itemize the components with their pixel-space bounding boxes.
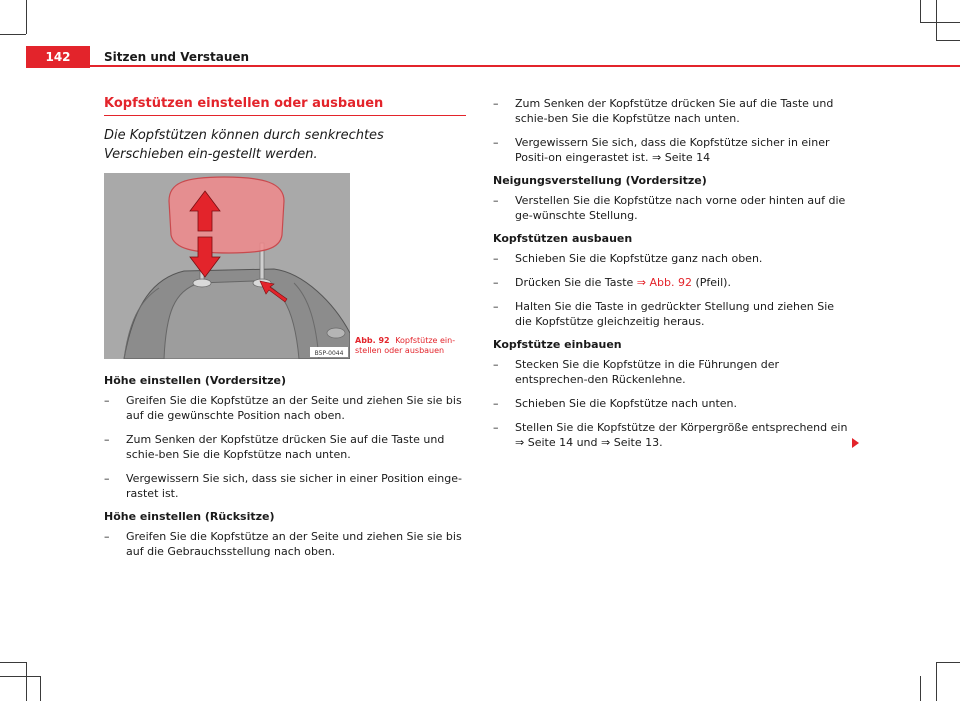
continue-arrow-icon: [852, 438, 859, 448]
left-column: [104, 96, 466, 558]
crop-mark: [936, 0, 937, 40]
subheading-install: Kopfstütze einbauen: [493, 338, 622, 351]
crop-mark: [0, 676, 40, 677]
crop-mark: [26, 0, 27, 34]
crop-mark: [26, 662, 27, 701]
list-item: – Zum Senken der Kopfstütze drücken Sie auf die Taste und schie-ben Sie die Kopfstütze nach unten.: [493, 97, 834, 125]
figure-caption-text: Kopfstütze ein-stellen oder ausbauen: [355, 336, 456, 355]
subheading-rear-height: Höhe einstellen (Rücksitze): [104, 510, 275, 523]
crop-mark: [40, 676, 41, 701]
crop-mark: [920, 676, 921, 701]
list-item: – Stecken Sie die Kopfstütze in die Führungen der entsprechen-den Rückenlehne.: [493, 358, 779, 386]
figure-reference-link[interactable]: ⇒ Abb. 92: [636, 276, 692, 289]
crop-mark: [920, 22, 960, 23]
intro-text: Die Kopfstützen können durch senkrechtes Verschieben ein-gestellt werden.: [104, 128, 384, 162]
headrest-figure: [104, 173, 350, 359]
crop-mark: [936, 662, 960, 663]
headrest: [169, 177, 284, 253]
page-number: 142: [26, 46, 90, 68]
list-item: – Stellen Sie die Kopfstütze der Körpergröße entsprechend ein ⇒ Seite 14 und ⇒ Seite 13.: [493, 420, 853, 450]
list-item: – Schieben Sie die Kopfstütze ganz nach oben.: [493, 252, 763, 265]
list-item: – Greifen Sie die Kopfstütze an der Seite und ziehen Sie sie bis auf die Gebrauchsstellung nach oben.: [104, 530, 462, 558]
crop-mark: [0, 662, 26, 663]
running-header-title: Sitzen und Verstauen: [104, 50, 250, 64]
left-instructions: [104, 374, 466, 568]
crop-mark: [936, 40, 960, 41]
crop-mark: [0, 34, 26, 35]
crop-mark: [936, 662, 937, 701]
subheading-remove: Kopfstützen ausbauen: [493, 232, 633, 245]
list-item: – Greifen Sie die Kopfstütze an der Seite und ziehen Sie sie bis auf die gewünschte Position nach oben.: [104, 394, 462, 422]
figure-caption-label: Abb. 92: [355, 336, 390, 345]
list-item: – Schieben Sie die Kopfstütze nach unten.: [493, 397, 737, 410]
right-column: [493, 96, 853, 459]
header-rule: [90, 65, 960, 67]
list-item: – Vergewissern Sie sich, dass die Kopfstütze sicher in einer Positi-on eingerastet ist. ⇒ Seite 14: [493, 136, 830, 164]
list-item: – Vergewissern Sie sich, dass sie sicher in einer Position einge-rastet ist.: [104, 472, 462, 500]
crop-mark: [920, 0, 921, 22]
list-item: – Drücken Sie die Taste ⇒ Abb. 92 (Pfeil).: [493, 276, 731, 289]
subheading-front-height: Höhe einstellen (Vordersitze): [104, 374, 287, 387]
list-item: – Halten Sie die Taste in gedrückter Stellung und ziehen Sie die Kopfstütze gleichzeitig heraus.: [493, 300, 835, 328]
subheading-tilt: Neigungsverstellung (Vordersitze): [493, 174, 707, 187]
list-item: – Zum Senken der Kopfstütze drücken Sie auf die Taste und schie-ben Sie die Kopfstütze nach unten.: [104, 433, 445, 461]
figure-code: B5P-0044: [314, 350, 344, 357]
figure-caption: [355, 336, 465, 356]
list-item: – Verstellen Sie die Kopfstütze nach vorne oder hinten auf die ge-wünschte Stellung.: [493, 194, 846, 222]
section-title: Kopfstützen einstellen oder ausbauen: [104, 96, 466, 116]
